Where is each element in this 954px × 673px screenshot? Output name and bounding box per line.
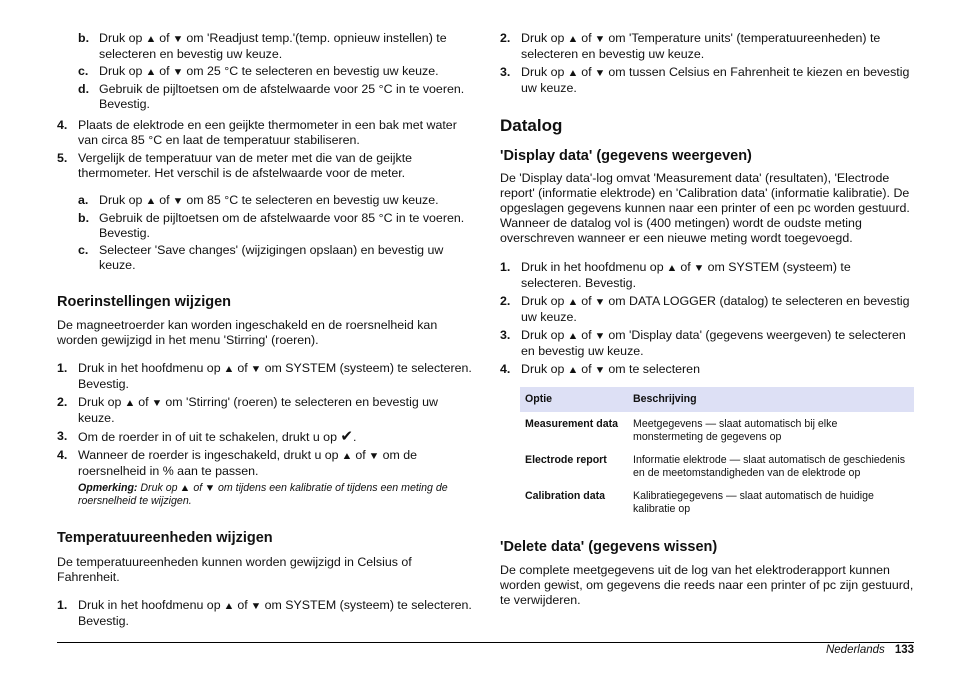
up-arrow-icon: ▲ xyxy=(145,34,157,45)
step-3b: b. Druk op ▲ of ▼ om 'Readjust temp.'(temp. opnieuw instellen) te selecteren en bevestig uw keuze. xyxy=(78,31,447,61)
table-cell-option: Measurement data xyxy=(525,418,619,430)
stirring-step-3: 3. Om de roerder in of uit te schakelen, drukt u op ✔. xyxy=(57,428,357,445)
down-arrow-icon: ▼ xyxy=(594,34,606,45)
page-number: 133 xyxy=(894,644,914,656)
footer-language: Nederlands xyxy=(825,644,885,656)
down-arrow-icon: ▼ xyxy=(204,483,216,494)
display-data-intro: De 'Display data'-log omvat 'Measurement data' (resultaten), 'Electrode report' (informatie elektrode) en 'Calibration data' (informatie kalibratie). De opgeslagen gegevens kunnen naar een printer of een pc worden gestuurd. Wanneer de datalog vol is (400 metingen) wordt de oudste meting overschreven wanneer er een nieuwe meting wordt toegevoegd. xyxy=(500,171,910,245)
table-header-description: Beschrijving xyxy=(628,387,914,412)
section-heading-datalog: Datalog xyxy=(500,116,563,135)
down-arrow-icon: ▼ xyxy=(594,68,606,79)
up-arrow-icon: ▲ xyxy=(179,483,191,494)
display-step-1: 1. Druk in het hoofdmenu op ▲ of ▼ om SYSTEM (systeem) te selecteren. Bevestig. xyxy=(500,260,851,290)
table-cell-option: Electrode report xyxy=(525,454,607,466)
step-5a: a. Druk op ▲ of ▼ om 85 °C te selecteren en bevestig uw keuze. xyxy=(78,193,439,207)
section-heading-display-data: 'Display data' (gegevens weergeven) xyxy=(500,148,752,164)
table-cell-option: Calibration data xyxy=(525,490,606,502)
down-arrow-icon: ▼ xyxy=(151,398,163,409)
display-step-3: 3. Druk op ▲ of ▼ om 'Display data' (gegevens weergeven) te selecteren en bevestig uw keuze. xyxy=(500,328,906,358)
display-step-4: 4. Druk op ▲ of ▼ om te selecteren xyxy=(500,362,700,376)
table-cell-description: Meetgegevens — slaat automatisch bij elke monstermeting de gegevens op xyxy=(633,418,838,443)
up-arrow-icon: ▲ xyxy=(223,601,235,612)
stirring-step-2: 2. Druk op ▲ of ▼ om 'Stirring' (roeren) te selecteren en bevestig uw keuze. xyxy=(57,395,438,425)
delete-data-intro: De complete meetgegevens uit de log van het elektroderapport kunnen worden gewist, om gegevens die reeds naar een printer of pc zijn gestuurd, te verwijderen. xyxy=(500,563,914,607)
up-arrow-icon: ▲ xyxy=(567,365,579,376)
up-arrow-icon: ▲ xyxy=(341,451,353,462)
table-header-option: Optie xyxy=(520,387,628,412)
stirring-step-1: 1. Druk in het hoofdmenu op ▲ of ▼ om SYSTEM (systeem) te selecteren. Bevestig. xyxy=(57,361,472,391)
down-arrow-icon: ▼ xyxy=(594,331,606,342)
temperature-step-3: 3. Druk op ▲ of ▼ om tussen Celsius en Fahrenheit te kiezen en bevestig uw keuze. xyxy=(500,65,910,95)
table-header-row xyxy=(520,387,914,412)
temperature-step-1: 1. Druk in het hoofdmenu op ▲ of ▼ om SYSTEM (systeem) te selecteren. Bevestig. xyxy=(57,598,472,628)
down-arrow-icon: ▼ xyxy=(693,263,705,274)
step-5c: c. Selecteer 'Save changes' (wijzigingen opslaan) en bevestig uw keuze. xyxy=(78,243,444,272)
step-3d: d. Gebruik de pijltoetsen om de afstelwaarde voor 25 °C in te voeren. Bevestig. xyxy=(78,82,465,111)
stirring-intro: De magneetroerder kan worden ingeschakeld en de roersnelheid kan worden gewijzigd in het menu 'Stirring' (roeren). xyxy=(57,318,438,347)
step-5: 5. Vergelijk de temperatuur van de meter met die van de geijkte thermometer. Het verschil is de afstelwaarde voor de meter. xyxy=(57,151,413,180)
section-heading-temperature: Temperatuureenheden wijzigen xyxy=(57,530,273,546)
section-heading-delete-data: 'Delete data' (gegevens wissen) xyxy=(500,539,718,555)
down-arrow-icon: ▼ xyxy=(172,196,184,207)
options-table xyxy=(520,387,914,520)
section-heading-stirring: Roerinstellingen wijzigen xyxy=(57,294,232,310)
down-arrow-icon: ▼ xyxy=(250,364,262,375)
right-column xyxy=(500,31,914,608)
footer-divider xyxy=(57,642,914,643)
down-arrow-icon: ▼ xyxy=(594,365,606,376)
up-arrow-icon: ▲ xyxy=(567,297,579,308)
down-arrow-icon: ▼ xyxy=(250,601,262,612)
up-arrow-icon: ▲ xyxy=(567,331,579,342)
step-5b: b. Gebruik de pijltoetsen om de afstelwaarde voor 85 °C in te voeren. Bevestig. xyxy=(78,211,465,240)
up-arrow-icon: ▲ xyxy=(124,398,136,409)
down-arrow-icon: ▼ xyxy=(172,34,184,45)
down-arrow-icon: ▼ xyxy=(368,451,380,462)
left-column xyxy=(57,31,473,632)
down-arrow-icon: ▼ xyxy=(594,297,606,308)
up-arrow-icon: ▲ xyxy=(567,68,579,79)
temperature-step-2: 2. Druk op ▲ of ▼ om 'Temperature units' (temperatuureenheden) te selecteren en bevestig uw keuze. xyxy=(500,31,881,61)
up-arrow-icon: ▲ xyxy=(666,263,678,274)
table-cell-description: Informatie elektrode — slaat automatisch de geschiedenis en de meetomstandigheden van de elektrode op xyxy=(633,454,906,479)
step-3c: c. Druk op ▲ of ▼ om 25 °C te selecteren en bevestig uw keuze. xyxy=(78,64,439,78)
down-arrow-icon: ▼ xyxy=(172,67,184,78)
table-row xyxy=(520,412,914,448)
display-step-2: 2. Druk op ▲ of ▼ om DATA LOGGER (datalog) te selecteren en bevestig uw keuze. xyxy=(500,294,910,324)
stirring-step-4: 4. Wanneer de roerder is ingeschakeld, drukt u op ▲ of ▼ om de roersnelheid in % aan te passen. xyxy=(57,448,417,478)
up-arrow-icon: ▲ xyxy=(567,34,579,45)
up-arrow-icon: ▲ xyxy=(145,67,157,78)
temperature-intro: De temperatuureenheden kunnen worden gewijzigd in Celsius of Fahrenheit. xyxy=(57,555,412,584)
step-4: 4. Plaats de elektrode en een geijkte thermometer in een bak met water van circa 85 °C en laat de temperatuur stabiliseren. xyxy=(57,118,457,147)
table-row xyxy=(520,484,914,520)
table-cell-description: Kalibratiegegevens — slaat automatisch de huidige kalibratie op xyxy=(633,490,874,515)
up-arrow-icon: ▲ xyxy=(145,196,157,207)
checkmark-icon: ✔ xyxy=(340,428,353,445)
table-row xyxy=(520,448,914,484)
stirring-note: Opmerking: Druk op ▲ of ▼ om tijdens een kalibratie of tijdens een meting de roersnelheid te wijzigen. xyxy=(78,482,448,507)
up-arrow-icon: ▲ xyxy=(223,364,235,375)
page-footer xyxy=(826,643,914,657)
